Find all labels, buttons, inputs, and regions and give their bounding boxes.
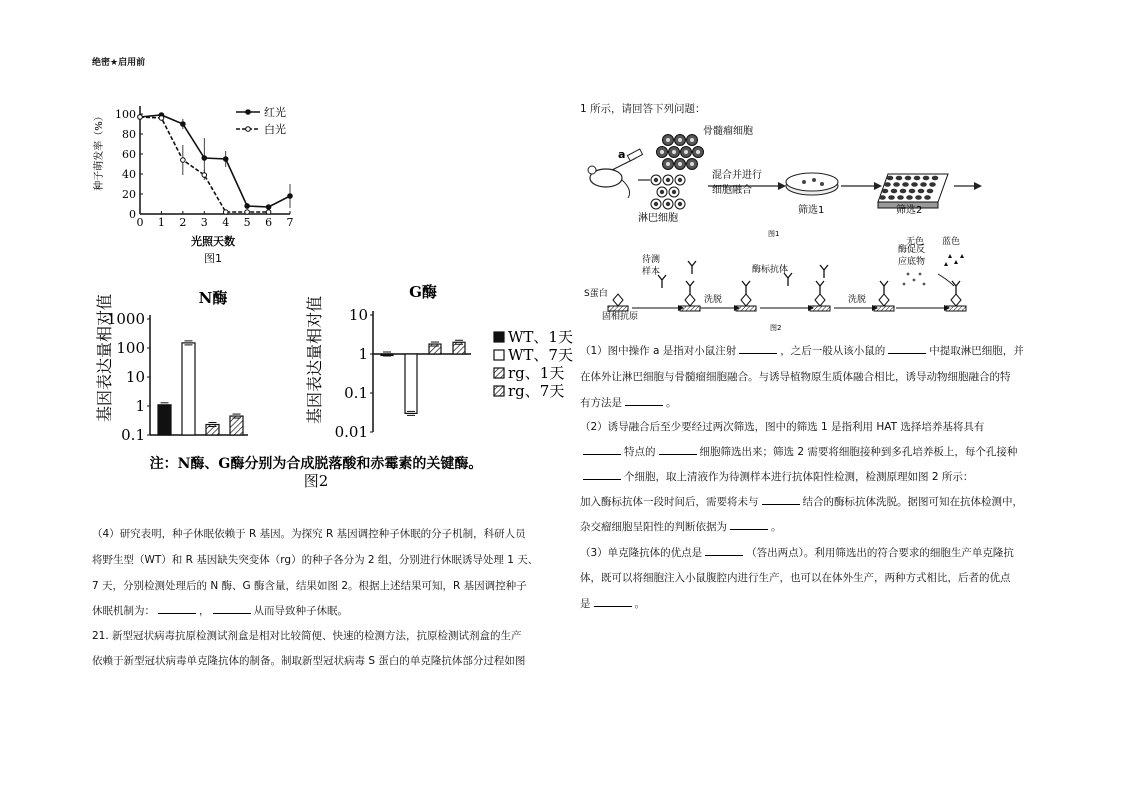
plate-well [897,195,904,200]
question-3-line2: 体，既可以将细胞注入小鼠腹腔内进行生产，也可以在体外生产，两种方式相比，后者的优点 [580,572,1011,584]
answer-blank[interactable] [158,603,196,614]
diagram2-caption: 图2 [770,324,782,332]
y-tick-label: 1 [135,397,145,415]
antibody-icon [742,281,750,294]
legend-label: rg、7天 [508,382,565,400]
plate-well [932,176,939,181]
label-lymphocyte: 淋巴细胞 [638,213,678,224]
question-1-line1 [580,343,1024,359]
legend-label: 红光 [264,106,286,119]
antibody-icon [952,281,960,294]
cell-nucleus [666,138,670,142]
question-21-line2: 依赖于新型冠状病毒单克隆抗体的制备。制取新型冠状病毒 S 蛋白的单克隆抗体部分过程如图 [92,655,526,667]
figure2-g-title: G酶 [409,283,437,301]
y-tick-label: 100 [116,339,145,357]
cell-nucleus [678,138,682,142]
legend-swatch [494,386,504,396]
label-mix: 混合并进行 [712,170,762,181]
plate-well [920,182,927,187]
legend-label: 白光 [264,123,286,136]
sample-antibody-icon [658,275,666,288]
label-myeloma: 骨髓瘤细胞 [703,126,753,137]
question-2-line1: （2）诱导融合后至少要经过两次筛选，图中的筛选 1 是指利用 HAT 选择培养基将具有 [580,421,985,433]
cell-nucleus [666,162,670,166]
figure2-n-title: N酶 [198,289,228,307]
label-blue: 蓝色 [942,237,961,247]
plate-well [906,195,913,200]
data-point [245,210,250,215]
question-3-line3 [580,596,645,612]
question-1-text: 有方法是 [580,397,622,409]
answer-blank[interactable] [213,603,251,614]
plate-well [902,182,909,187]
answer-blank[interactable] [625,395,663,406]
plate-well [911,182,918,187]
answer-blank[interactable] [583,444,621,455]
x-tick-label: 1 [157,216,165,229]
plate-well [879,195,886,200]
label-fuse: 细胞融合 [712,185,752,196]
label-a: a [618,148,626,161]
figure1-line-chart [88,98,318,270]
cell-nucleus [678,162,682,166]
data-point [159,116,164,121]
lymphocyte-cells-icon [651,175,685,209]
answer-blank[interactable] [705,545,743,556]
figure2-g-y-axis-label: 基因表达量相对值 [305,295,324,425]
antigen-marker [741,294,751,306]
multi-well-plate-icon [878,174,948,208]
answer-blank[interactable] [594,596,632,607]
answer-blank[interactable] [583,469,621,480]
enzyme-antibody-icon [820,265,828,278]
question-3-text: （答出两点）。利用筛选出的符合要求的细胞生产单克隆抗 [746,547,1014,559]
figure2-note: 注：N酶、G酶分别为合成脱落酸和赤霉素的关键酶。 [149,456,483,472]
cell-nucleus [660,190,664,194]
question-2-text: 加入酶标抗体一段时间后，需要将未与 [580,496,759,508]
question-1-text: 。 [666,397,677,409]
question-2-text: 杂交瘤细胞呈阳性的判断依据为 [580,521,727,533]
sample-antibody-icon [688,261,696,274]
data-point [202,173,207,178]
mouse-icon [588,166,630,198]
bar [381,354,393,356]
question-2-text: 特点的 [624,446,656,458]
cell-nucleus [654,202,658,206]
question-4-text: 从而导致种子休眠。 [253,605,348,617]
data-point [266,210,271,215]
label-sample-2: 样本 [642,267,661,277]
y-tick-label: 0 [129,208,136,221]
answer-blank[interactable] [659,444,697,455]
blue-product-dot [960,254,964,258]
syringe-icon [612,149,643,170]
x-tick-label: 5 [243,216,251,229]
question-4-line4 [92,603,348,619]
data-point [288,194,293,199]
data-point [181,122,186,127]
plate-well [914,176,921,181]
label-substrate-1: 酶促反 [898,245,926,255]
x-tick-label: 7 [286,216,294,229]
legend-swatch [494,332,504,342]
legend-label: WT、7天 [508,346,573,364]
cell-nucleus [696,150,700,154]
plate-well [900,189,907,194]
question-1-text: （1）图中操作 a 是指对小鼠注射 [580,345,737,357]
antigen-marker [951,294,961,306]
question-2-text: 。 [771,521,782,533]
cell-nucleus [678,178,682,182]
label-colorless: 无色 [906,237,925,247]
question-2-line2 [580,444,1017,460]
question-1-text: 中提取淋巴细胞，并 [929,345,1024,357]
cell-nucleus [672,190,676,194]
answer-blank[interactable] [730,519,768,530]
legend-label: WT、1天 [508,328,573,346]
cell-nucleus [690,162,694,166]
antigen-marker [613,294,623,306]
y-tick-label: 0.1 [121,426,145,444]
legend-swatch [494,368,504,378]
question-21-line1: 21. 新型冠状病毒抗原检测试剂盒是相对比较简便、快速的检测方法，抗原检测试剂盒的生产 [92,630,522,642]
antigen-marker [685,294,695,306]
question-1-line3 [580,395,677,411]
plate-well [893,182,900,187]
y-tick-label: 40 [122,168,136,181]
plate-well [923,176,930,181]
question-4-line2: 将野生型（WT）和 R 基因缺失突变体（rg）的种子各分为 2 组，分别进行休眠诱导处理 1 天、 [92,554,539,566]
y-tick-label: 80 [122,128,136,141]
legend-marker [246,127,251,132]
x-tick-label: 3 [200,216,208,229]
question-3-text: 是 [580,598,591,610]
question-2-text: 结合的酶标抗体洗脱。据图可知在抗体检测中， [802,496,1023,508]
question-2-text: 细胞筛选出来；筛选 2 需要将细胞接种到多孔培养板上，每个孔接种 [699,446,1018,458]
cell-nucleus [666,202,670,206]
figure1-y-axis-label: 种子萌发率（%） [94,111,105,191]
question-4-text: 休眠机制为： [92,605,155,617]
antigen-marker [815,294,825,306]
y-tick-label: 1000 [106,310,145,328]
blue-product-dot [944,262,948,266]
data-point [245,204,250,209]
label-fixed-antigen: 固相抗原 [602,312,639,322]
data-point [138,115,143,120]
label-screen2: 筛选2 [896,205,923,216]
y-tick-label: 10 [348,306,368,324]
answer-blank[interactable] [762,494,800,505]
question-2-line4 [580,494,1023,510]
legend-swatch [494,350,504,360]
y-tick-label: 10 [125,368,145,386]
antibody-icon [816,281,824,294]
substrate-dot [907,273,910,276]
bar [405,354,417,413]
question-2-line5 [580,519,782,535]
antibody-icon [686,281,694,294]
cell-nucleus [666,178,670,182]
substrate-dot [913,279,916,282]
y-tick-label: 0.1 [344,384,368,402]
x-tick-label: 6 [265,216,273,229]
question-1-line2: 在体外让淋巴细胞与骨髓瘤细胞融合。与诱导植物原生质体融合相比，诱导动物细胞融合的特 [580,371,1011,383]
antibody-icon [880,281,888,294]
question-3-text: 。 [634,598,645,610]
label-wash-1: 洗脱 [704,295,723,305]
substrate-dot [903,283,906,286]
bar [429,344,441,354]
intro-text: 1 所示，请回答下列问题： [580,103,706,115]
data-point [266,205,271,210]
plate-well [888,195,895,200]
reaction-curve [938,274,954,286]
label-substrate-2: 应底物 [898,257,926,267]
label-s-protein: S蛋白 [584,289,608,299]
myeloma-cells-icon [657,135,704,170]
data-point [223,210,228,215]
y-tick-label: 0.01 [334,423,368,441]
y-tick-label: 20 [122,188,136,201]
question-4-line3: 7 天，分别检测处理后的 N 酶、G 酶含量，结果如图 2。根据上述结果可知，R 基因调控种子 [92,580,527,592]
cell-nucleus [660,150,664,154]
data-point [181,158,186,163]
plate-well [905,176,912,181]
cell-nucleus [672,150,676,154]
figure1-hybridoma-diagram [578,118,988,243]
plate-well [924,195,931,200]
plate-well [929,182,936,187]
data-point [223,157,228,162]
figure1-caption: 图1 [204,252,222,265]
x-tick-label: 4 [222,216,230,229]
question-3-text: （3）单克隆抗体的优点是 [580,547,703,559]
figure2-elisa-diagram [578,236,978,336]
label-wash-2: 洗脱 [848,295,867,305]
plate-well [909,189,916,194]
question-4-text: ， [199,605,210,617]
cell-nucleus [684,150,688,154]
x-tick-label: 0 [136,216,144,229]
data-point [202,156,207,161]
figure2-n-y-axis-label: 基因表达量相对值 [95,293,114,423]
cell-nucleus [678,202,682,206]
legend-label: rg、1天 [508,364,565,382]
label-enzyme-antibody: 酶标抗体 [752,265,789,275]
label-sample-1: 待测 [642,255,661,265]
bar [182,343,195,435]
plate-well [887,176,894,181]
answer-blank[interactable] [739,343,777,354]
bar [230,416,243,435]
diagram1-caption: 图1 [768,230,780,238]
cell-nucleus [690,138,694,142]
antigen-marker [879,294,889,306]
substrate-dot [919,273,922,276]
y-tick-label: 1 [358,345,368,363]
secret-label: 绝密★启用前 [92,58,146,68]
x-tick-label: 2 [179,216,187,229]
figure1-x-axis-label: 光照天数 [191,235,235,248]
plate-well [927,189,934,194]
cell-nucleus [654,178,658,182]
bar [158,405,171,435]
answer-blank[interactable] [888,343,926,354]
plate-well [896,176,903,181]
plate-well [915,195,922,200]
plate-well [891,189,898,194]
substrate-dot [923,283,926,286]
figure2-bar-charts [88,275,588,495]
blue-product-dot [954,260,958,264]
y-tick-label: 100 [115,108,136,121]
y-tick-label: 60 [122,148,136,161]
question-1-text: ，之后一般从该小鼠的 [780,345,886,357]
plate-well [884,182,891,187]
figure2-caption: 图2 [303,472,329,490]
plate-well [918,189,925,194]
label-screen1: 筛选1 [798,205,825,216]
question-4-line1: （4）研究表明，种子休眠依赖于 R 基因。为探究 R 基因调控种子休眠的分子机制，科研人员 [92,528,526,540]
question-2-line3 [580,469,973,485]
petri-dish-icon [786,173,838,195]
legend-marker [246,110,251,115]
blue-product-dot [948,254,952,258]
question-3-line1 [580,545,1014,561]
plate-well [882,189,889,194]
question-2-text: 个细胞，取上清液作为待测样本进行抗体阳性检测，检测原理如图 2 所示： [624,471,974,483]
